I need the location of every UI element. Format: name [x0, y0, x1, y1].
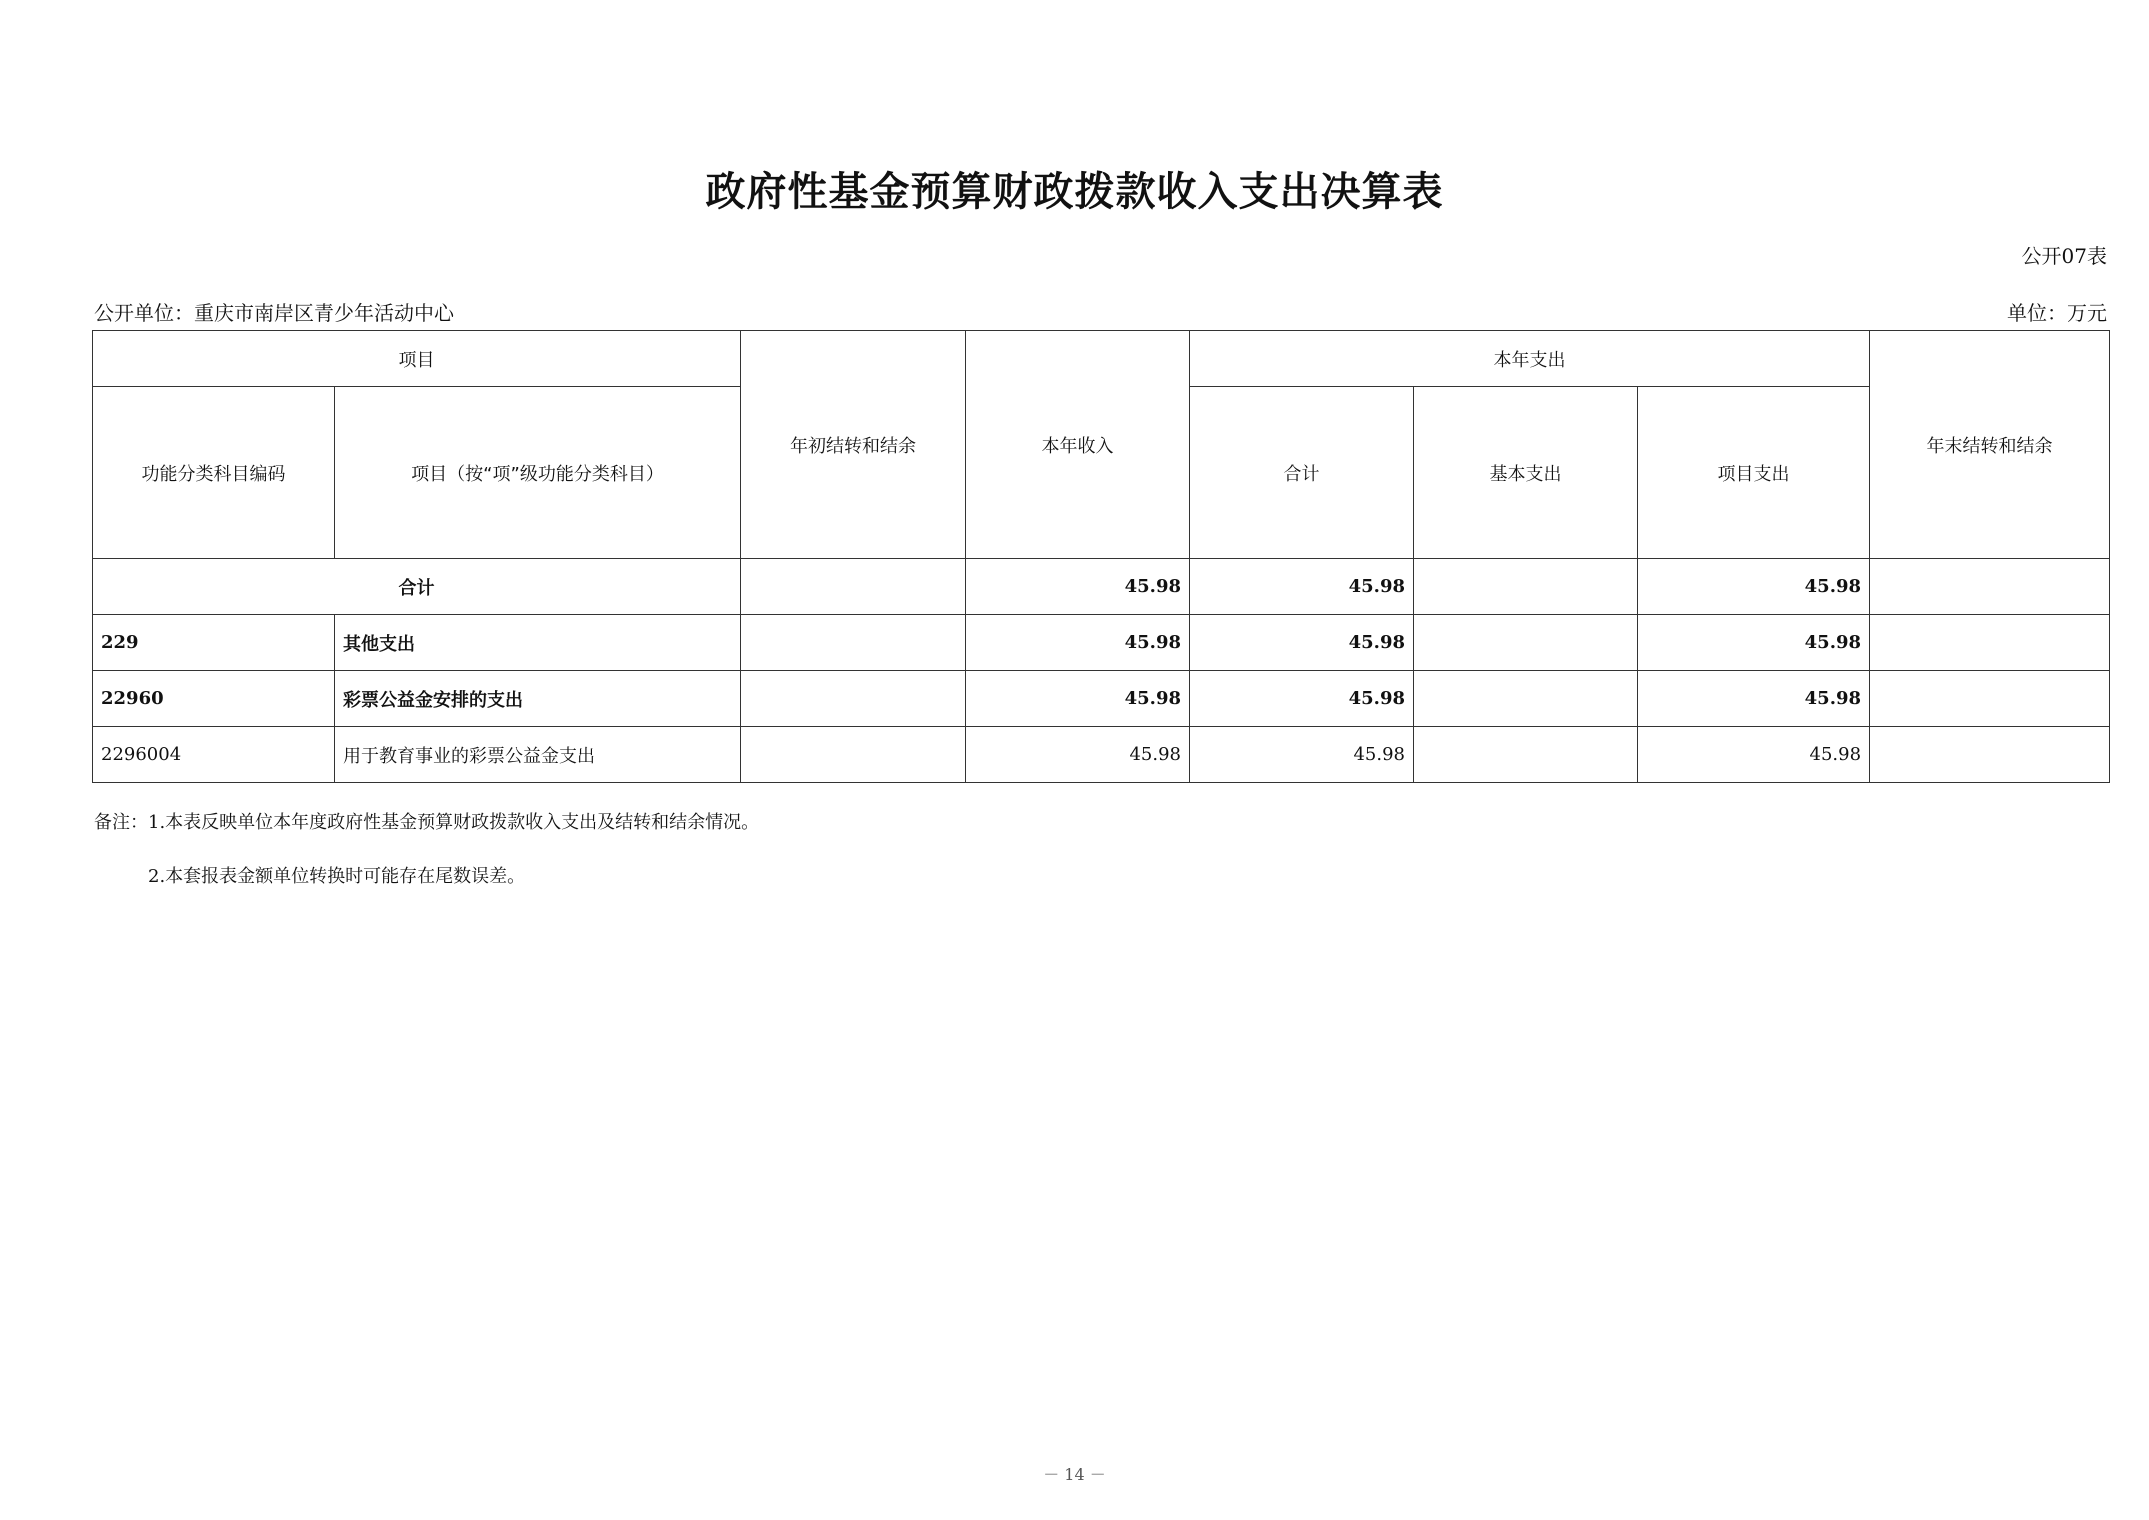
- row-opening: [741, 727, 966, 783]
- total-project: 45.98: [1638, 559, 1870, 615]
- row-basic: [1414, 727, 1638, 783]
- row-project: 45.98: [1638, 615, 1870, 671]
- header-closing-balance: 年末结转和结余: [1870, 331, 2110, 559]
- total-expense-total: 45.98: [1190, 559, 1414, 615]
- header-expense-total: 合计: [1190, 387, 1414, 559]
- row-expense-total: 45.98: [1190, 727, 1414, 783]
- total-label: 合计: [93, 559, 741, 615]
- total-basic: [1414, 559, 1638, 615]
- table-row: [93, 671, 2110, 727]
- header-project: 项目: [93, 331, 741, 387]
- header-project-by: 项目（按“项”级功能分类科目）: [335, 387, 741, 559]
- reporting-unit: 公开单位：重庆市南岸区青少年活动中心: [94, 301, 454, 325]
- row-expense-total: 45.98: [1190, 671, 1414, 727]
- row-project: 45.98: [1638, 727, 1870, 783]
- header-func-code: 功能分类科目编码: [93, 387, 335, 559]
- page-number: － 14 －: [1043, 1465, 1106, 1484]
- header-income: 本年收入: [966, 331, 1190, 559]
- row-closing: [1870, 671, 2110, 727]
- total-closing: [1870, 559, 2110, 615]
- row-opening: [741, 615, 966, 671]
- footnote-2: 2.本套报表金额单位转换时可能存在尾数误差。: [148, 866, 526, 887]
- row-code: 22960: [93, 671, 335, 727]
- row-income: 45.98: [966, 671, 1190, 727]
- row-name: 用于教育事业的彩票公益金支出: [335, 727, 741, 783]
- row-code: 229: [93, 615, 335, 671]
- total-row: [93, 559, 2110, 615]
- row-income: 45.98: [966, 727, 1190, 783]
- currency-unit: 单位：万元: [2007, 301, 2107, 325]
- row-project: 45.98: [1638, 671, 1870, 727]
- page-title: 政府性基金预算财政拨款收入支出决算表: [705, 169, 1444, 215]
- row-income: 45.98: [966, 615, 1190, 671]
- row-name: 彩票公益金安排的支出: [335, 671, 741, 727]
- form-code: 公开07表: [2021, 244, 2107, 268]
- row-opening: [741, 671, 966, 727]
- row-closing: [1870, 615, 2110, 671]
- row-basic: [1414, 671, 1638, 727]
- header-opening-balance: 年初结转和结余: [741, 331, 966, 559]
- report-table: [92, 330, 2110, 783]
- footnote-1: 备注：1.本表反映单位本年度政府性基金预算财政拨款收入支出及结转和结余情况。: [94, 812, 760, 833]
- table-row: [93, 615, 2110, 671]
- row-expense-total: 45.98: [1190, 615, 1414, 671]
- row-name: 其他支出: [335, 615, 741, 671]
- header-expense: 本年支出: [1190, 331, 1870, 387]
- table-row: [93, 727, 2110, 783]
- row-basic: [1414, 615, 1638, 671]
- row-closing: [1870, 727, 2110, 783]
- total-income: 45.98: [966, 559, 1190, 615]
- row-code: 2296004: [93, 727, 335, 783]
- header-basic-expense: 基本支出: [1414, 387, 1638, 559]
- header-project-expense: 项目支出: [1638, 387, 1870, 559]
- total-opening: [741, 559, 966, 615]
